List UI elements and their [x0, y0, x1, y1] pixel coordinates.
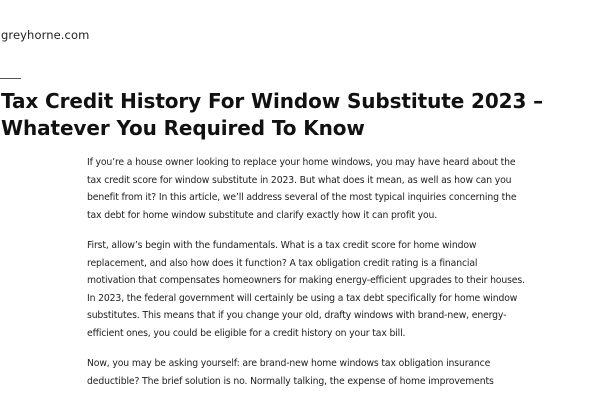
- paragraph-fundamentals: First, allow’s begin with the fundamentals. What is a tax credit score for home window replacement, and also how does it function? A tax obligation credit rating is a financial motivation that compensates homeowners for making energy-efficient upgrades to their houses. In 2023, the federal government will certainly be using a tax debt specifically for home window substitutes. This means that if you change your old, drafty windows with brand-new, energy-efficient ones, you could be eligible for a credit history on your tax bill.: [87, 240, 525, 339]
- title-divider: [0, 78, 21, 79]
- post-title: Tax Credit History For Window Substitute 2023 – Whatever You Required To Know: [1, 89, 544, 140]
- paragraph-deductible: Now, you may be asking yourself: are brand-new home windows tax obligation insurance deductible? The brief solution is no. Normally talking, the expense of home improvements: [87, 358, 494, 387]
- paragraph-intro: If you’re a house owner looking to replace your home windows, you may have heard about the tax credit score for window substitute in 2023. But what does it mean, as well as how can you benefit from it? In this article, we’ll address several of the most typical inquiries concerning the tax debt for home window substitute and clarify exactly how it can profit you.: [87, 157, 517, 221]
- post-content: [87, 154, 527, 400]
- site-title-link[interactable]: greyhorne.com: [1, 28, 90, 42]
